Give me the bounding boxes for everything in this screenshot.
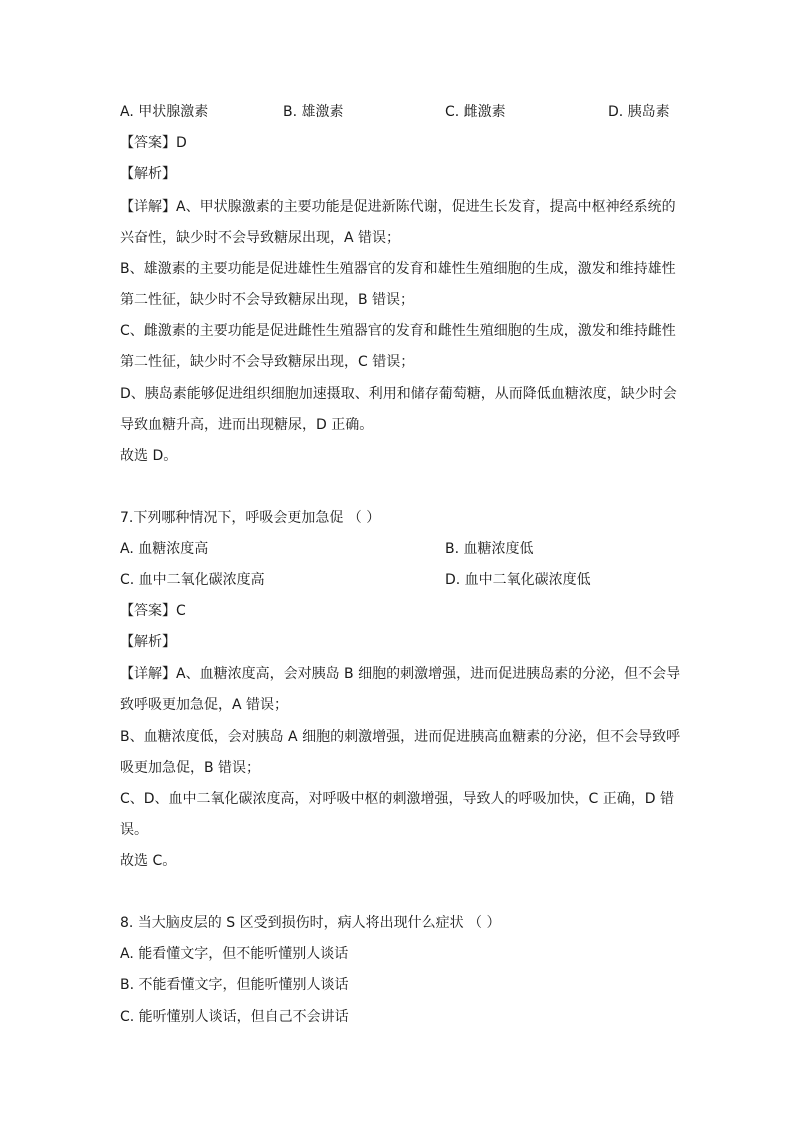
q6-option-a: A. 甲状腺激素 [120, 104, 209, 120]
q7-detail-line: 误。 [120, 822, 148, 838]
q6-conclusion: 故选 D。 [120, 448, 178, 464]
q7-detail-line: 【详解】A、血糖浓度高，会对胰岛 B 细胞的刺激增强，进而促进胰岛素的分泌，但不会导 [120, 666, 681, 682]
q7-option-b: B. 血糖浓度低 [445, 541, 534, 557]
q7-detail-line: 致呼吸更加急促，A 错误； [120, 697, 289, 713]
q7-detail-line: 吸更加急促，B 错误； [120, 760, 261, 776]
q7-detail-line: C、D、血中二氧化碳浓度高，对呼吸中枢的刺激增强，导致人的呼吸加快，C 正确，D 错 [120, 791, 675, 807]
q7-detail-line: B、血糖浓度低，会对胰岛 A 细胞的刺激增强，进而促进胰高血糖素的分泌，但不会导致呼 [120, 729, 681, 745]
q6-detail-line: 兴奋性，缺少时不会导致糖尿出现，A 错误； [120, 230, 401, 246]
q8-option-a: A. 能看懂文字，但不能听懂别人谈话 [120, 946, 349, 962]
q8-question: 8. 当大脑皮层的 S 区受到损伤时，病人将出现什么症状 （ ） [120, 915, 501, 931]
q6-detail-line: B、雄激素的主要功能是促进雄性生殖器官的发育和雄性生殖细胞的生成，激发和维持雄性 [120, 261, 676, 277]
q6-detail-line: 导致血糖升高，进而出现糖尿，D 正确。 [120, 417, 374, 433]
q7-option-a: A. 血糖浓度高 [120, 541, 209, 557]
q6-option-c: C. 雌激素 [445, 104, 506, 120]
q8-option-b: B. 不能看懂文字，但能听懂别人谈话 [120, 977, 349, 993]
q7-option-d: D. 血中二氧化碳浓度低 [445, 572, 591, 588]
q6-analysis-label: 【解析】 [120, 166, 176, 182]
q6-option-b: B. 雄激素 [283, 104, 344, 120]
q7-question: 7.下列哪种情况下，呼吸会更加急促 （ ） [120, 510, 381, 526]
q7-answer: 【答案】C [120, 603, 186, 619]
q6-detail-line: 第二性征，缺少时不会导致糖尿出现，C 错误； [120, 354, 415, 370]
q8-option-c: C. 能听懂别人谈话，但自己不会讲话 [120, 1009, 349, 1025]
q6-answer: 【答案】D [120, 135, 187, 151]
q7-analysis-label: 【解析】 [120, 634, 176, 650]
q6-detail-line: C、雌激素的主要功能是促进雌性生殖器官的发育和雌性生殖细胞的生成，激发和维持雌性 [120, 323, 676, 339]
q6-detail-line: 第二性征，缺少时不会导致糖尿出现，B 错误； [120, 292, 415, 308]
q6-detail-line: 【详解】A、甲状腺激素的主要功能是促进新陈代谢，促进生长发育，提高中枢神经系统的 [120, 199, 676, 215]
q7-option-c: C. 血中二氧化碳浓度高 [120, 572, 265, 588]
q6-option-d: D. 胰岛素 [608, 104, 670, 120]
q7-conclusion: 故选 C。 [120, 853, 177, 869]
q6-detail-line: D、胰岛素能够促进组织细胞加速摄取、利用和储存葡萄糖，从而降低血糖浓度，缺少时会 [120, 386, 677, 402]
